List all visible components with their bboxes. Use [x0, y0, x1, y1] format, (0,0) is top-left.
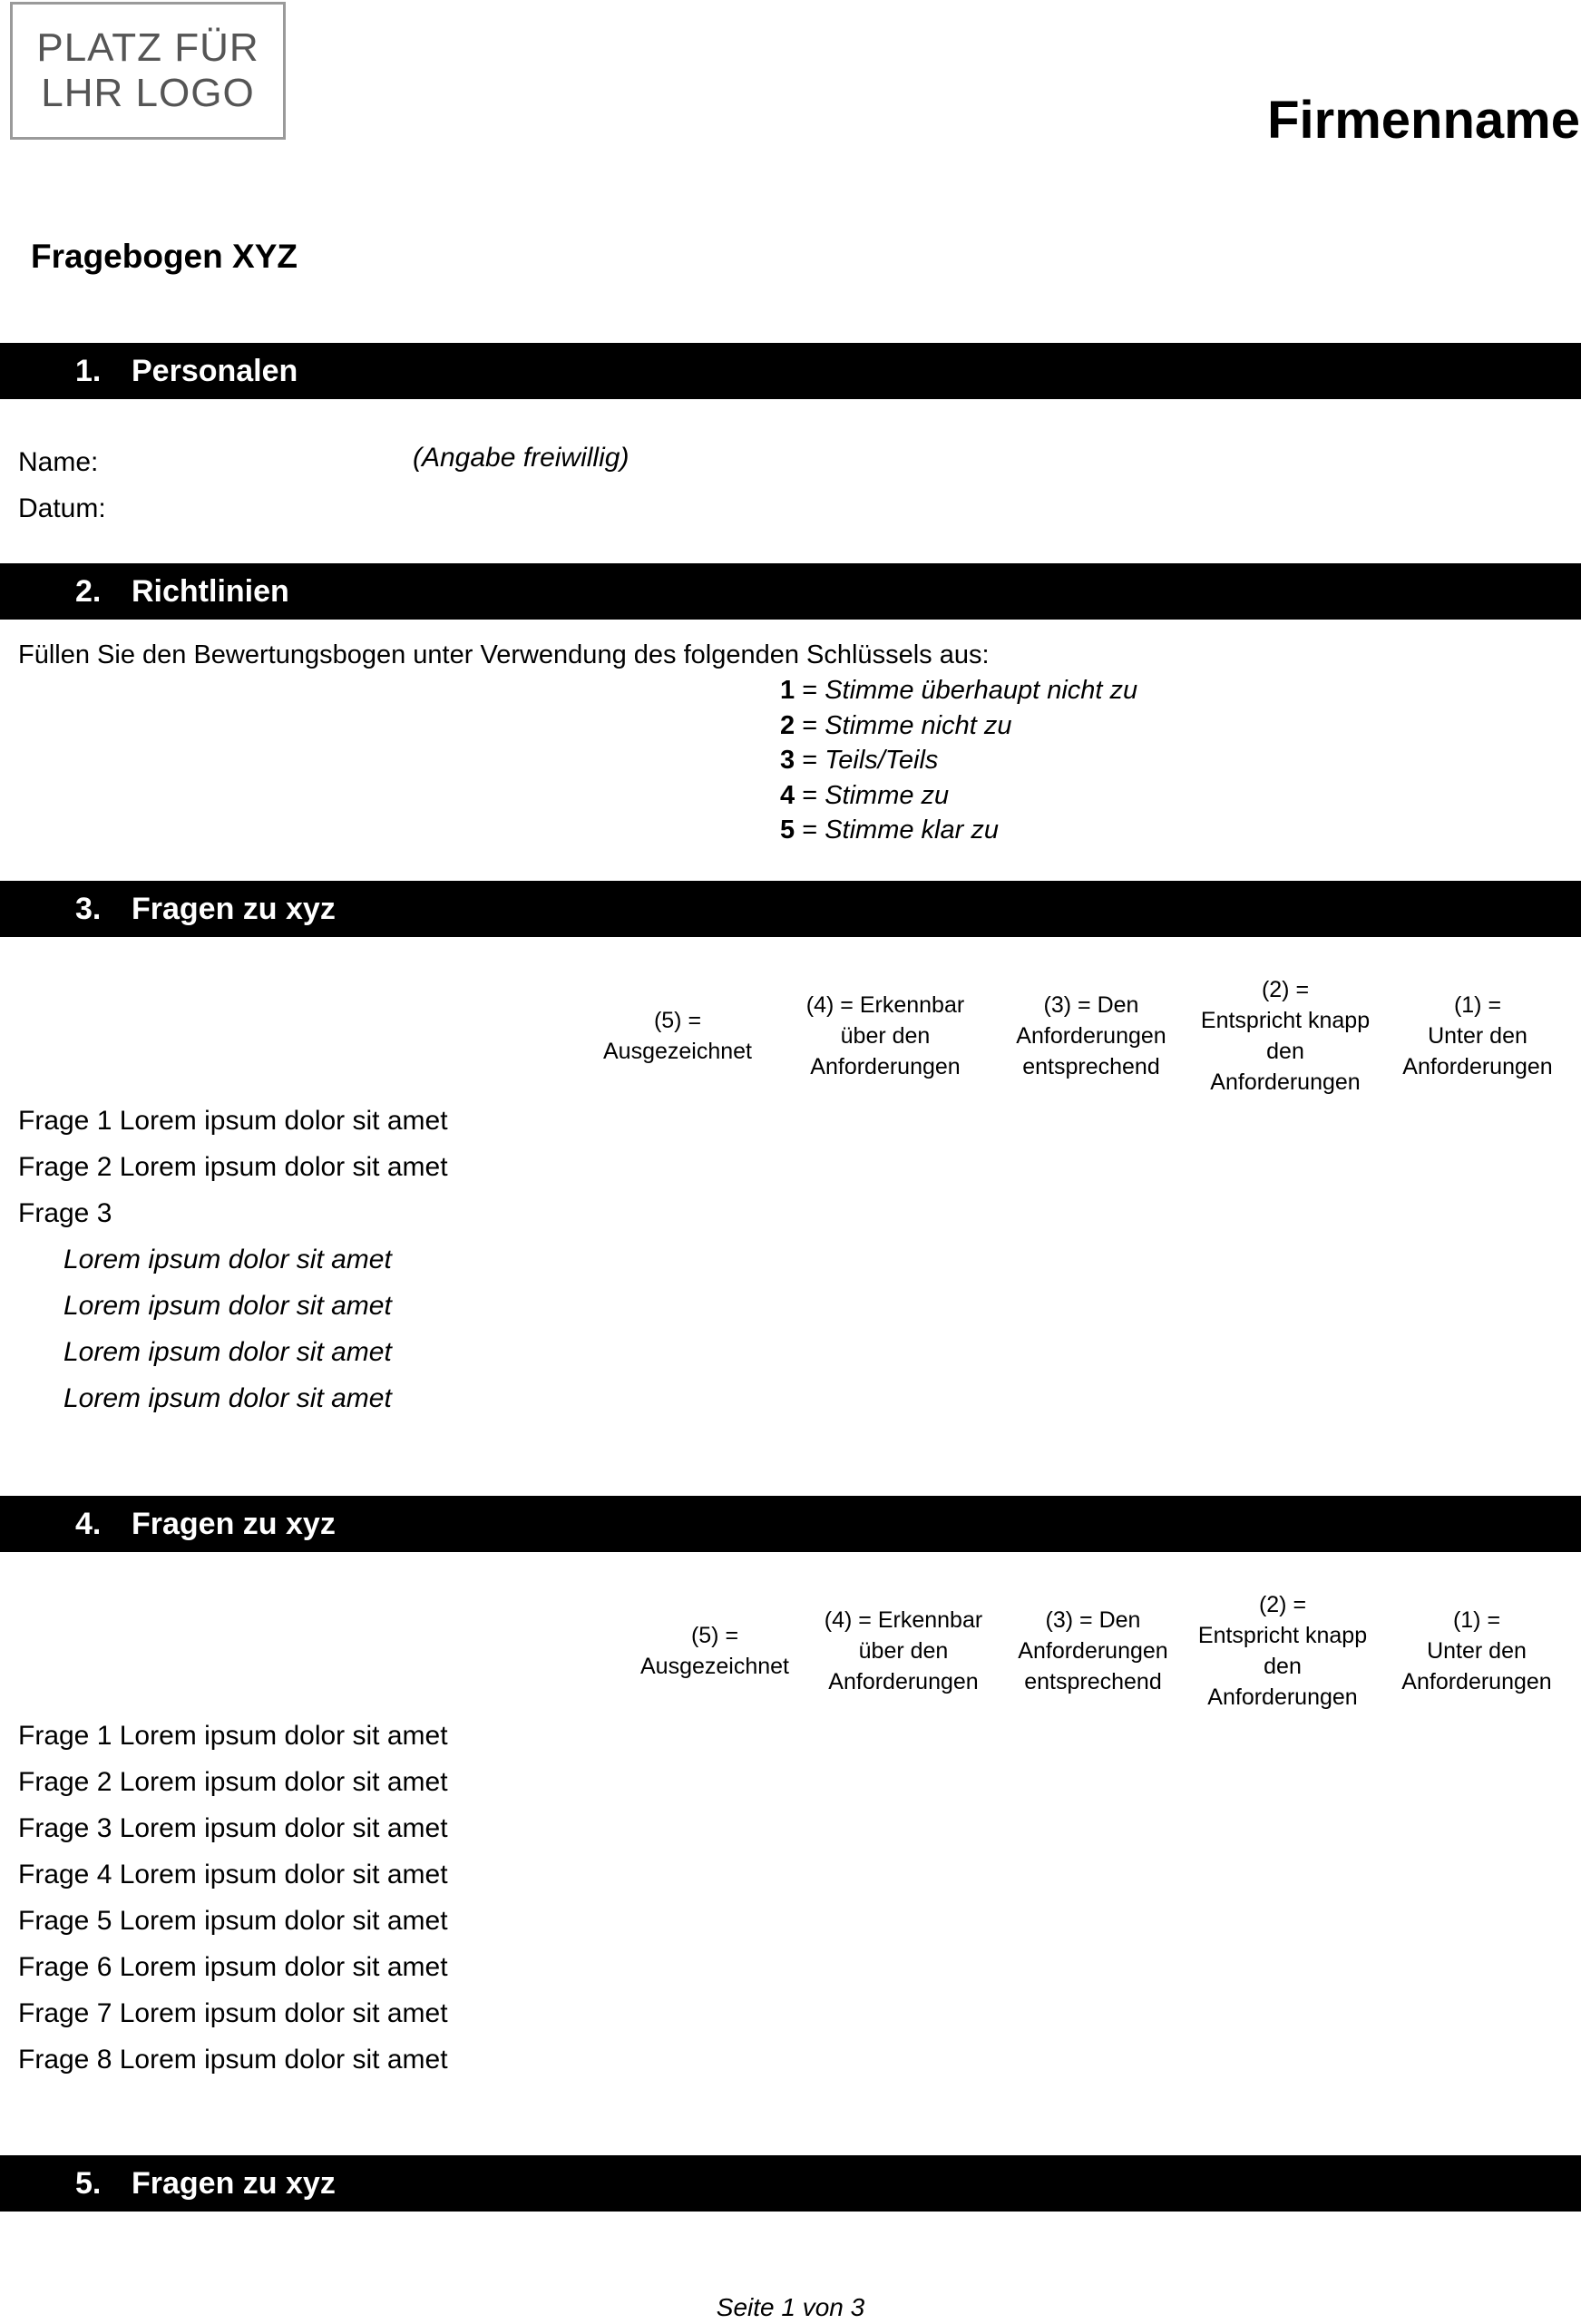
rating-column-header [1192, 1587, 1373, 1714]
rating-column-header [624, 1587, 805, 1714]
section-header-2 [0, 563, 1581, 620]
rating-key-line [780, 743, 938, 777]
rating-key-equals: = [795, 815, 825, 845]
section-title: Fragen zu xyz [132, 1507, 336, 1541]
rating-key-text: Teils/Teils [825, 746, 939, 775]
section-header-3 [0, 881, 1581, 937]
rating-column-line: Entspricht knapp [1200, 1008, 1371, 1033]
rating-column-line: Anforderungen [1401, 1669, 1552, 1694]
question-item: Frage 1 Lorem ipsum dolor sit amet [18, 1721, 448, 1751]
question-item: Frage 2 Lorem ipsum dolor sit amet [18, 1152, 448, 1182]
rating-column-line: entsprechend [1022, 1054, 1160, 1079]
rating-key-equals: = [795, 676, 825, 705]
rating-column-line: Ausgezeichnet [639, 1654, 789, 1679]
section-header-4 [0, 1496, 1581, 1552]
rating-key-equals: = [795, 780, 825, 810]
rating-column-line: Anforderungen [810, 1054, 961, 1079]
rating-column-line: den [1264, 1654, 1302, 1679]
rating-key-number: 4 [780, 780, 795, 810]
rating-key-line [780, 708, 1012, 743]
section-title: Richtlinien [132, 574, 289, 609]
rating-column-line: Anforderungen [1402, 1054, 1553, 1079]
rating-column-line: (5) = [690, 1623, 739, 1648]
rating-key-line [780, 813, 999, 847]
question-item: Frage 6 Lorem ipsum dolor sit amet [18, 1952, 448, 1982]
rating-column-header [813, 1587, 994, 1714]
rating-column-line: (3) = Den [1043, 992, 1139, 1018]
section-header-1 [0, 343, 1581, 399]
section-number: 2. [75, 574, 102, 609]
rating-column-line: (2) = [1258, 1592, 1307, 1617]
form-title: Fragebogen XYZ [31, 238, 298, 275]
rating-key-equals: = [795, 710, 825, 740]
question-item: Frage 2 Lorem ipsum dolor sit amet [18, 1767, 448, 1797]
section-title: Fragen zu xyz [132, 892, 336, 926]
rating-column-line: (3) = Den [1045, 1607, 1141, 1633]
rating-key-equals: = [795, 746, 825, 775]
company-name: Firmenname [1267, 91, 1580, 150]
page-number: Seite 1 von 3 [716, 2293, 865, 2321]
rating-column-line: (1) = [1452, 1607, 1501, 1633]
rating-column-line: Anforderungen [1018, 1638, 1168, 1664]
question-item: Frage 3 Lorem ipsum dolor sit amet [18, 1813, 448, 1843]
section-header-5 [0, 2155, 1581, 2212]
rating-column-header [795, 972, 976, 1099]
section-number: 3. [75, 892, 102, 926]
rating-column-line: Anforderungen [1207, 1684, 1358, 1710]
logo-line-2: LHR LOGO [41, 71, 255, 115]
section-number: 5. [75, 2166, 102, 2201]
question-item: Frage 4 Lorem ipsum dolor sit amet [18, 1860, 448, 1889]
rating-key-number: 2 [780, 710, 795, 740]
question-item: Frage 7 Lorem ipsum dolor sit amet [18, 1998, 448, 2028]
sub-question-item: Lorem ipsum dolor sit amet [63, 1245, 392, 1274]
rating-column-line: Anforderungen [1210, 1069, 1361, 1095]
section-number: 4. [75, 1507, 102, 1541]
sub-question-item: Lorem ipsum dolor sit amet [63, 1337, 392, 1367]
sub-question-item: Lorem ipsum dolor sit amet [63, 1383, 392, 1413]
question-item: Frage 5 Lorem ipsum dolor sit amet [18, 1906, 448, 1936]
name-label: Name: [18, 447, 99, 477]
guidelines-intro: Füllen Sie den Bewertungsbogen unter Verwendung des folgenden Schlüssels aus: [18, 640, 990, 669]
section-title: Personalen [132, 354, 298, 388]
rating-column-header [587, 972, 768, 1099]
question-item: Frage 8 Lorem ipsum dolor sit amet [18, 2045, 448, 2075]
rating-key-line [780, 778, 949, 813]
date-label: Datum: [18, 493, 106, 523]
rating-column-line: Unter den [1428, 1023, 1527, 1049]
question-item: Frage 1 Lorem ipsum dolor sit amet [18, 1106, 448, 1136]
name-hint: (Angabe freiwillig) [413, 443, 629, 473]
rating-key-text: Stimme zu [825, 780, 950, 810]
rating-column-line: (5) = [653, 1008, 702, 1033]
rating-column-line: Anforderungen [828, 1669, 979, 1694]
question-item: Frage 3 [18, 1198, 112, 1228]
rating-key-number: 1 [780, 676, 795, 705]
rating-column-header [1386, 1587, 1567, 1714]
section-number: 1. [75, 354, 102, 388]
logo-line-1: PLATZ FÜR [36, 25, 259, 70]
rating-key-text: Stimme überhaupt nicht zu [825, 676, 1138, 705]
rating-key-number: 3 [780, 746, 795, 775]
rating-column-header [1387, 972, 1568, 1099]
rating-column-line: (2) = [1261, 977, 1310, 1002]
rating-column-line: Anforderungen [1016, 1023, 1166, 1049]
logo-placeholder [10, 2, 286, 140]
rating-column-line: entsprechend [1024, 1669, 1162, 1694]
rating-column-line: Ausgezeichnet [602, 1039, 752, 1064]
rating-column-line: (1) = [1453, 992, 1502, 1018]
rating-column-line: den [1266, 1039, 1304, 1064]
rating-key-line [780, 673, 1137, 708]
sub-question-item: Lorem ipsum dolor sit amet [63, 1291, 392, 1321]
rating-column-header [1000, 972, 1182, 1099]
rating-key-number: 5 [780, 815, 795, 845]
rating-column-line: Entspricht knapp [1197, 1623, 1368, 1648]
rating-column-line: über den [840, 1023, 931, 1049]
rating-column-line: über den [858, 1638, 949, 1664]
rating-column-line: (4) = Erkennbar [805, 992, 965, 1018]
rating-key-text: Stimme nicht zu [825, 710, 1012, 740]
rating-column-line: Unter den [1427, 1638, 1527, 1664]
rating-key-text: Stimme klar zu [825, 815, 999, 845]
rating-column-line: (4) = Erkennbar [824, 1607, 983, 1633]
section-title: Fragen zu xyz [132, 2166, 336, 2201]
rating-column-header [1002, 1587, 1184, 1714]
rating-column-header [1195, 972, 1376, 1099]
